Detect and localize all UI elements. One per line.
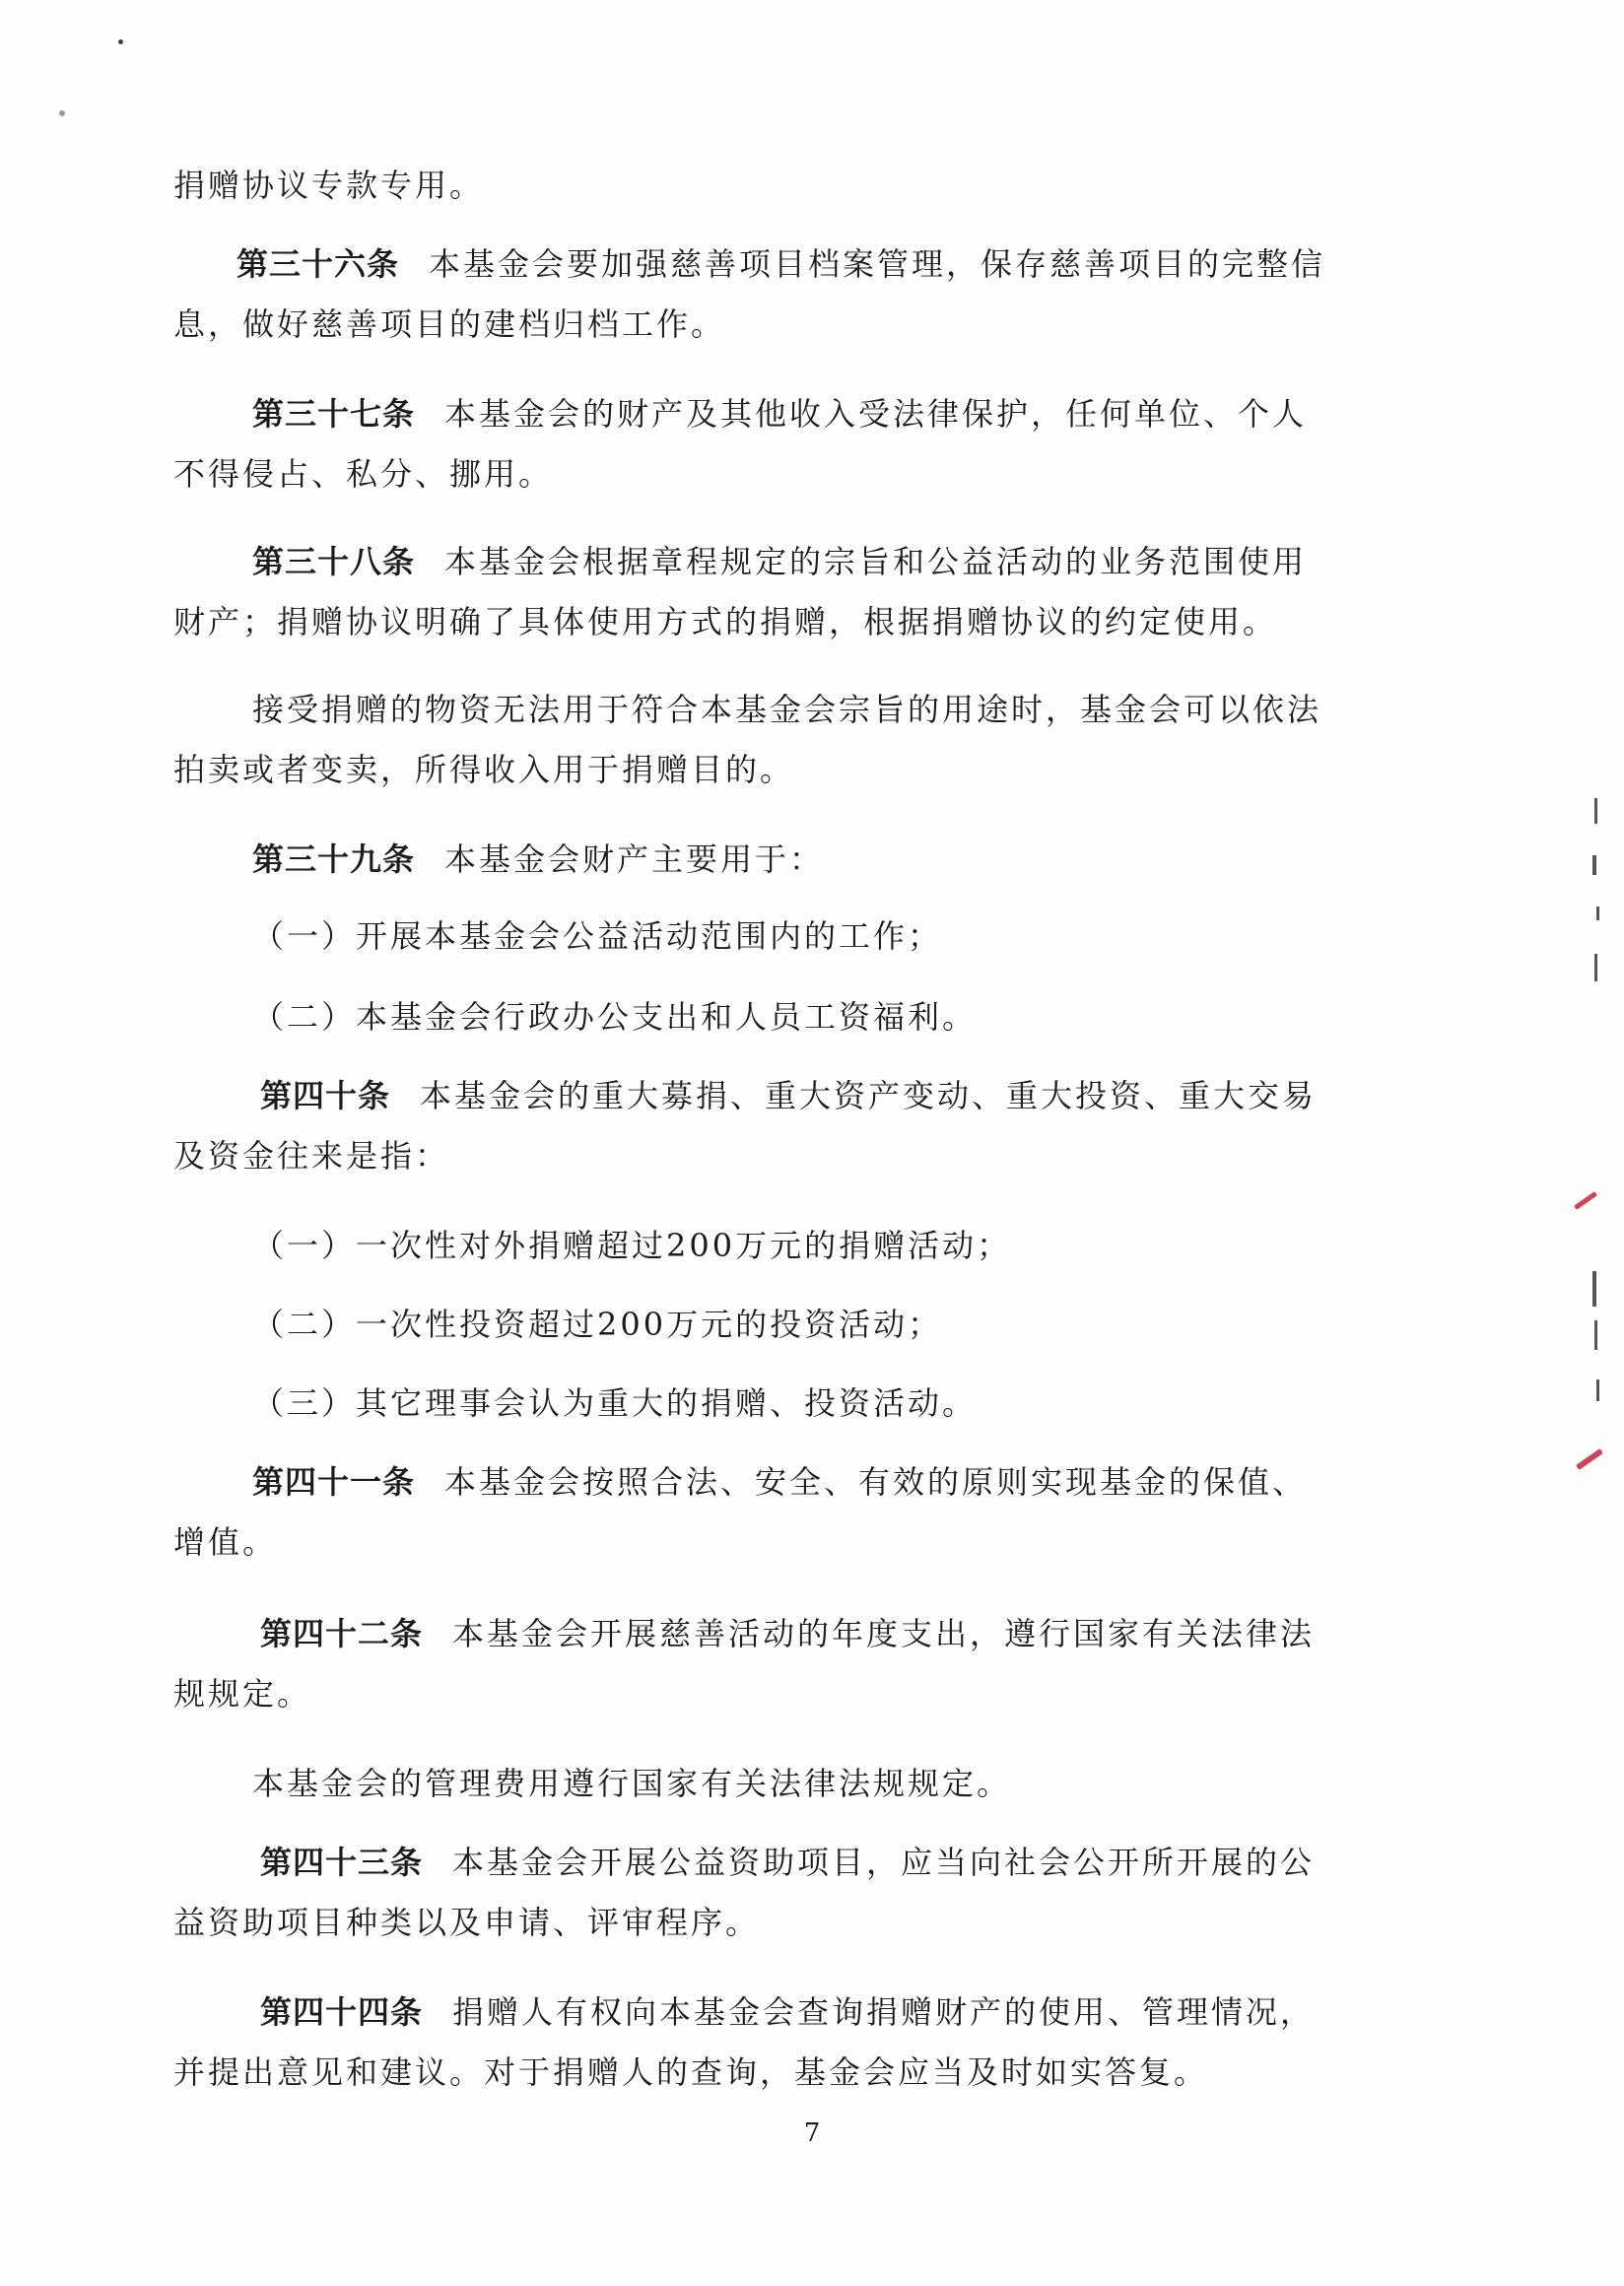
list-item xyxy=(173,1216,1326,1276)
red-ink-mark xyxy=(1574,1191,1597,1210)
paragraph xyxy=(173,156,1326,216)
article-text: 本基金会要加强慈善项目档案管理，保存慈善项目的完整信息，做好慈善项目的建档归档工作。 xyxy=(173,245,1326,343)
list-item-text: （二）本基金会行政办公支出和人员工资福利。 xyxy=(252,998,978,1036)
article-text: 本基金会的财产及其他收入受法律保护，任何单位、个人不得侵占、私分、挪用。 xyxy=(173,395,1308,493)
article-number: 第三十八条 xyxy=(252,543,416,580)
paragraph-text: 本基金会的管理费用遵行国家有关法律法规规定。 xyxy=(252,1765,1012,1802)
article-number: 第三十七条 xyxy=(252,395,416,433)
article-text: 本基金会的重大募捐、重大资产变动、重大投资、重大交易及资金往来是指： xyxy=(173,1077,1318,1175)
article-40 xyxy=(173,1066,1326,1186)
article-number: 第四十条 xyxy=(260,1077,391,1114)
list-item-text: （一）开展本基金会公益活动范围内的工作； xyxy=(252,917,943,955)
list-item xyxy=(173,1295,1326,1355)
article-number: 第三十九条 xyxy=(252,840,416,878)
article-43 xyxy=(173,1833,1326,1953)
list-item xyxy=(173,1374,1326,1434)
edge-mark xyxy=(1592,1271,1596,1307)
paragraph xyxy=(173,680,1326,800)
article-text: 本基金会财产主要用于： xyxy=(444,840,825,878)
article-number: 第四十四条 xyxy=(260,1993,424,2031)
article-text: 本基金会根据章程规定的宗旨和公益活动的业务范围使用财产；捐赠协议明确了具体使用方式的捐赠，根据捐赠协议的约定使用。 xyxy=(173,543,1308,640)
article-number: 第四十一条 xyxy=(252,1463,416,1501)
article-text: 本基金会按照合法、安全、有效的原则实现基金的保值、增值。 xyxy=(173,1463,1308,1561)
article-text: 本基金会开展慈善活动的年度支出，遵行国家有关法律法规规定。 xyxy=(173,1615,1316,1713)
paragraph-text: 捐赠协议专款专用。 xyxy=(173,167,485,204)
paragraph xyxy=(173,1754,1326,1814)
edge-mark xyxy=(1594,1320,1597,1350)
article-38 xyxy=(173,532,1326,652)
edge-mark xyxy=(1592,855,1596,875)
article-text: 捐赠人有权向本基金会查询捐赠财产的使用、管理情况，并提出意见和建议。对于捐赠人的查询，基金会应当及时如实答复。 xyxy=(173,1993,1316,2091)
list-item xyxy=(173,987,1326,1047)
edge-mark xyxy=(1594,954,1597,981)
scan-speck xyxy=(59,110,65,116)
article-37 xyxy=(173,384,1326,504)
list-item-text: （三）其它理事会认为重大的捐赠、投资活动。 xyxy=(252,1384,978,1422)
edge-mark xyxy=(1596,1379,1599,1401)
article-42 xyxy=(173,1604,1326,1724)
paragraph-text: 接受捐赠的物资无法用于符合本基金会宗旨的用途时，基金会可以依法拍卖或者变卖，所得收入用于捐赠目的。 xyxy=(173,691,1322,788)
list-item-text: （二）一次性投资超过200万元的投资活动； xyxy=(252,1306,943,1343)
article-41 xyxy=(173,1452,1326,1573)
list-item xyxy=(173,907,1326,967)
article-number: 第四十二条 xyxy=(260,1615,424,1652)
page-number: 7 xyxy=(803,2118,821,2148)
scan-speck xyxy=(118,39,123,44)
list-item-text: （一）一次性对外捐赠超过200万元的捐赠活动； xyxy=(252,1227,1012,1264)
article-44 xyxy=(173,1983,1326,2103)
edge-mark xyxy=(1594,798,1597,824)
article-36 xyxy=(173,235,1326,355)
article-number: 第三十六条 xyxy=(237,245,400,283)
article-39 xyxy=(173,830,1326,890)
red-ink-mark xyxy=(1576,1448,1603,1470)
edge-mark xyxy=(1596,907,1599,920)
article-number: 第四十三条 xyxy=(260,1844,424,1881)
article-text: 本基金会开展公益资助项目，应当向社会公开所开展的公益资助项目种类以及申请、评审程序。 xyxy=(173,1844,1316,1941)
